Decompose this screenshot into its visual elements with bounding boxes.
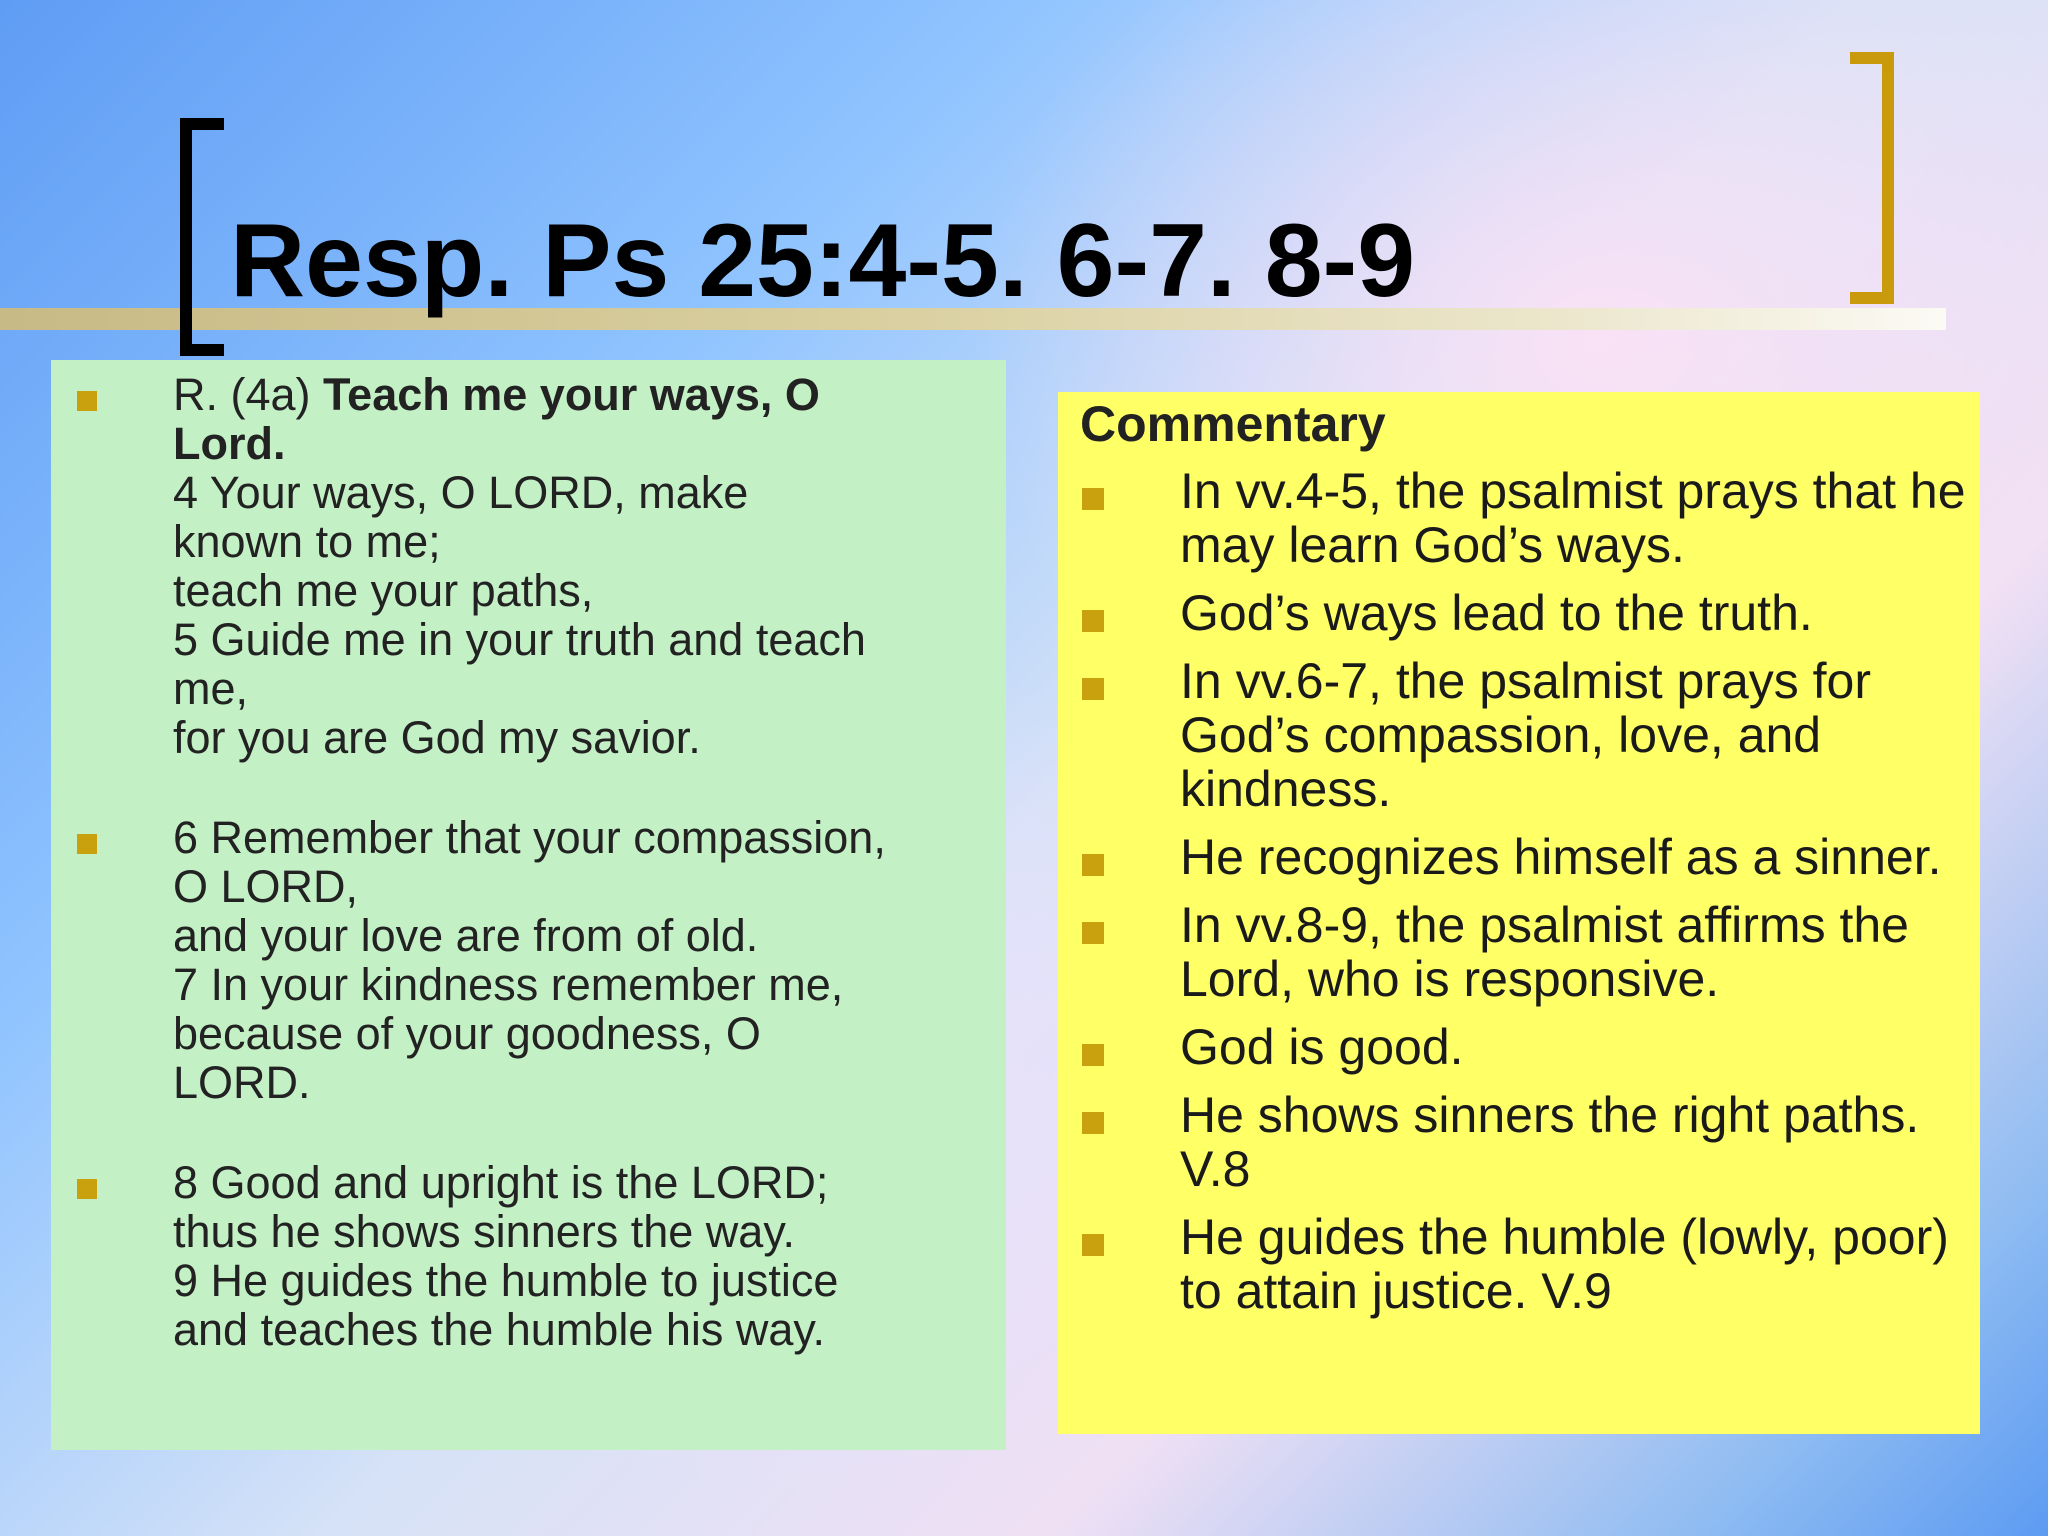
commentary-item-text: God is good. (1180, 1019, 1464, 1075)
commentary-panel (1058, 392, 1980, 1434)
square-bullet-icon (1082, 1044, 1104, 1066)
square-bullet-icon (77, 834, 97, 854)
refrain-text-continued: Lord. (173, 418, 286, 469)
verse-line: 4 Your ways, O LORD, make (173, 467, 749, 518)
psalm-text-panel (51, 360, 1006, 1450)
commentary-item-text: He recognizes himself as a sinner. (1180, 829, 1942, 885)
refrain-line (173, 370, 1006, 419)
square-bullet-icon (1082, 1112, 1104, 1134)
refrain-text: Teach me your ways, O (323, 369, 820, 420)
commentary-item-text: In vv.8-9, the psalmist affirms the Lord, who is responsive. (1180, 897, 1909, 1007)
commentary-item (1058, 1088, 1980, 1196)
verse-line: and teaches the humble his way. (173, 1304, 826, 1355)
commentary-item (1058, 464, 1980, 572)
verse-line: and your love are from of old. (173, 910, 759, 961)
square-bullet-icon (1082, 488, 1104, 510)
right-bracket-decoration (1850, 52, 1894, 304)
verse-line: LORD. (173, 1057, 311, 1108)
commentary-item-text: He shows sinners the right paths. V.8 (1180, 1087, 1920, 1197)
square-bullet-icon (1082, 922, 1104, 944)
commentary-item (1058, 654, 1980, 816)
verse-block-1 (51, 370, 1006, 762)
verse-line: 8 Good and upright is the LORD; (173, 1157, 829, 1208)
square-bullet-icon (1082, 1234, 1104, 1256)
verse-block-2 (51, 813, 1006, 1107)
commentary-item-text: God’s ways lead to the truth. (1180, 585, 1813, 641)
square-bullet-icon (1082, 678, 1104, 700)
verse-line: me, (173, 663, 249, 714)
commentary-item (1058, 586, 1980, 640)
verse-line: thus he shows sinners the way. (173, 1206, 795, 1257)
verse-line: for you are God my savior. (173, 712, 701, 763)
commentary-item-text: He guides the humble (lowly, poor) to attain justice. V.9 (1180, 1209, 1949, 1319)
commentary-item (1058, 830, 1980, 884)
verse-line: 7 In your kindness remember me, (173, 959, 844, 1010)
verse-line: 6 Remember that your compassion, (173, 812, 886, 863)
verse-line: 5 Guide me in your truth and teach (173, 614, 866, 665)
verse-line: O LORD, (173, 861, 359, 912)
commentary-item (1058, 898, 1980, 1006)
commentary-item-text: In vv.6-7, the psalmist prays for God’s compassion, love, and kindness. (1180, 653, 1871, 817)
verse-block-3 (51, 1158, 1006, 1354)
commentary-list (1058, 464, 1980, 1332)
refrain-prefix: R. (4a) (173, 369, 324, 420)
left-bracket-decoration (180, 118, 224, 356)
square-bullet-icon (77, 391, 97, 411)
commentary-item-text: In vv.4-5, the psalmist prays that he may learn God’s ways. (1180, 463, 1966, 573)
square-bullet-icon (1082, 610, 1104, 632)
commentary-item (1058, 1020, 1980, 1074)
verse-line: 9 He guides the humble to justice (173, 1255, 839, 1306)
commentary-item (1058, 1210, 1980, 1318)
verse-line: known to me; (173, 516, 441, 567)
verse-line: because of your goodness, O (173, 1008, 761, 1059)
verse-line: teach me your paths, (173, 565, 594, 616)
commentary-heading: Commentary (1080, 396, 1386, 452)
square-bullet-icon (1082, 854, 1104, 876)
slide-title: Resp. Ps 25:4-5. 6-7. 8-9 (230, 203, 1416, 319)
square-bullet-icon (77, 1179, 97, 1199)
